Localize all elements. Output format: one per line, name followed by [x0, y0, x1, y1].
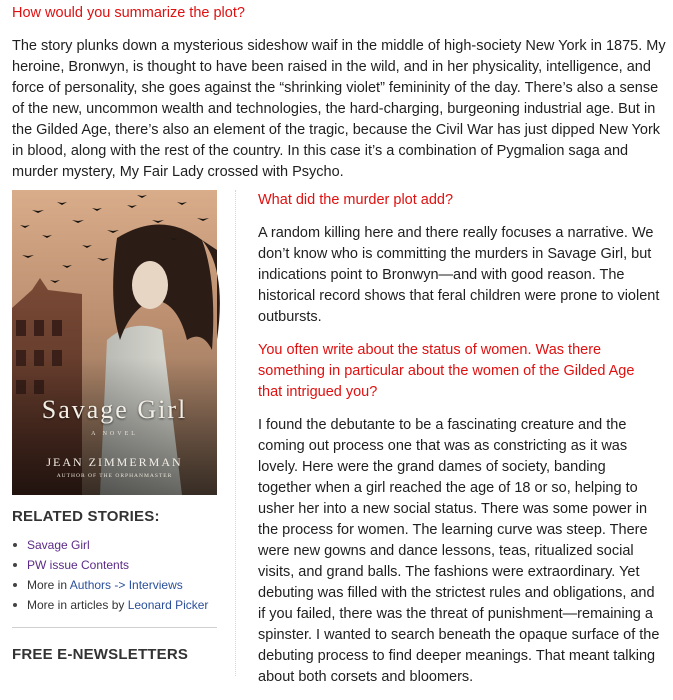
book-cover-art: [12, 190, 217, 495]
sidebar: [12, 190, 217, 663]
question-murder-plot: What did the murder plot add?: [258, 192, 454, 208]
related-item-pw-issue: [12, 555, 217, 575]
cover-author-subtitle: AUTHOR OF THE ORPHANMASTER: [56, 473, 173, 479]
main-column: [258, 190, 660, 700]
related-item-articles-by: [12, 595, 217, 615]
related-stories-list: [12, 535, 217, 615]
sidebar-divider: [12, 627, 217, 628]
answer-murder-plot: A random killing here and there really focuses a narrative. We don’t know who is committing the murders in Savage Girl, but indications point to Bronwyn—and with good reason. The historical record shows that feral children were prone to violent outbursts.: [258, 225, 660, 325]
related-prefix-articles-by: More in articles by: [27, 598, 128, 612]
related-stories-heading: RELATED STORIES:: [12, 508, 160, 525]
question-status-of-women: You often write about the status of women. Was there something in particular about the women of the Gilded Age that intrigued you?: [258, 342, 635, 400]
cover-novel-label: A NOVEL: [91, 431, 138, 437]
answer-plot-summary: The story plunks down a mysterious sideshow waif in the middle of high-society New York in 1875. My heroine, Bronwyn, is thought to have been raised in the wild, and in her physicality, intelligence, and force of personality, she goes against the “shrinking violet” femininity of the day. There’s also a sense of the new, uncommon wealth and technologies, the hard-charging, burgeoning industrial age. But in the Gilded Age, there’s also an element of the tragic, because the Civil War has just dipped New York in blood, along with the rest of the country. In this case it’s a combination of Pygmalion saga and murder mystery, My Fair Lady crossed with Psycho.: [12, 38, 666, 180]
answer-status-of-women: I found the debutante to be a fascinating creature and the coming out process one that was as constricting as it was lovely. Here were the grand dames of society, banding together when a girl reached the age of 18 or so, helping to usher her into a new social status. There was some power in the process for women. The learning curve was steep. There were new gowns and dance lessons, teas, ritualized social visits, and grand balls. The fashions were extraordinary. Yet debuting was filled with the strictest rules and obligations, and if you failed, there was the threat of punishment—remaining a spinster. I wanted to search beneath the opaque surface of the debuting process to find deeper meanings. That meant talking about both corsets and bloomers.: [258, 417, 660, 685]
related-item-savage-girl: [12, 535, 217, 555]
column-divider: [235, 190, 236, 676]
free-enewsletters-heading: FREE E-NEWSLETTERS: [12, 646, 189, 663]
related-prefix-more-in: More in: [27, 578, 70, 592]
related-item-authors-interviews: [12, 575, 217, 595]
cover-author: JEAN ZIMMERMAN: [46, 455, 183, 469]
question-plot-summary: How would you summarize the plot?: [12, 5, 245, 21]
related-link-leonard-picker[interactable]: Leonard Picker: [127, 598, 209, 612]
related-link-savage-girl[interactable]: Savage Girl: [27, 538, 90, 552]
related-link-authors-interviews[interactable]: Authors -> Interviews: [69, 578, 183, 592]
book-cover-image[interactable]: [12, 190, 217, 495]
cover-title: Savage Girl: [41, 395, 188, 424]
related-link-pw-issue-contents[interactable]: PW issue Contents: [27, 558, 130, 572]
